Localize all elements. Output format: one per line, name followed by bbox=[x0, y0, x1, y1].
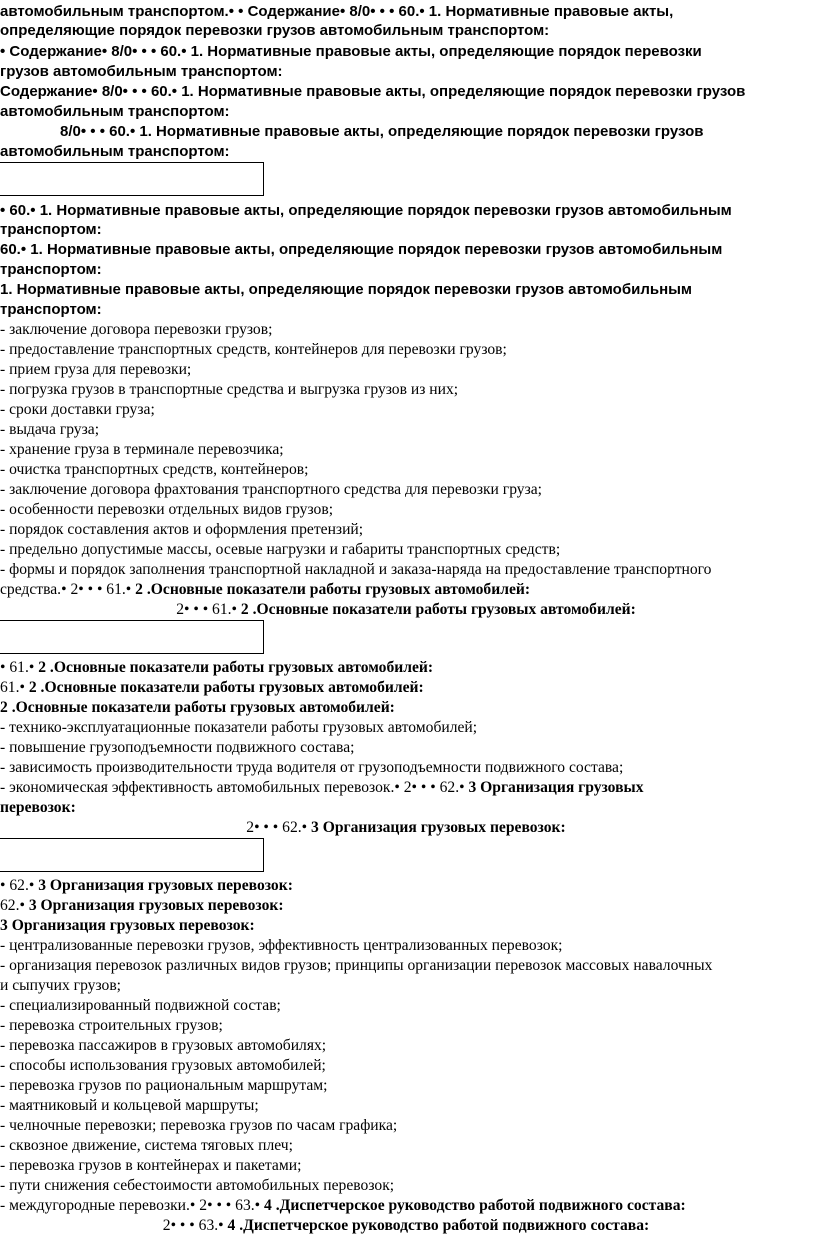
list-item: - перевозка пассажиров в грузовых автомобилях; bbox=[0, 1037, 327, 1054]
section2-heading-1-text: 2 .Основные показатели работы грузовых автомобилей: bbox=[38, 659, 434, 676]
list-item: - перевозка грузов по рациональным маршрутам; bbox=[0, 1077, 328, 1094]
list-item: - сквозное движение, система тяговых плеч; bbox=[0, 1137, 293, 1154]
section2-title-inline: 2 .Основные показатели работы грузовых автомобилей: bbox=[135, 581, 531, 598]
section2-tail-text: - экономическая эффективность автомобильных перевозок.• 2• • • 62.• bbox=[0, 779, 469, 796]
list-item: и сыпучих грузов; bbox=[0, 977, 122, 994]
list-item: - особенности перевозки отдельных видов грузов; bbox=[0, 501, 334, 518]
list-item: - повышение грузоподъемности подвижного состава; bbox=[0, 739, 355, 756]
list-item: - зависимость производительности труда водителя от грузоподъемности подвижного состава; bbox=[0, 759, 624, 776]
section3-heading-1-prefix: • 62.• bbox=[0, 877, 39, 894]
list-item: - хранение груза в терминале перевозчика; bbox=[0, 441, 284, 458]
section1-heading-4: транспортом: bbox=[0, 261, 102, 278]
section3-heading-2-text: 3 Организация грузовых перевозок: bbox=[28, 897, 284, 914]
section2-heading-3: 2 .Основные показатели работы грузовых автомобилей: bbox=[0, 699, 395, 716]
list-item: - технико-эксплуатационные показатели работы грузовых автомобилей; bbox=[0, 719, 478, 736]
header-line-6: автомобильным транспортом: bbox=[0, 103, 230, 120]
list-item: - пути снижения себестоимости автомобильных перевозок; bbox=[0, 1177, 395, 1194]
list-item: - перевозка строительных грузов; bbox=[0, 1017, 223, 1034]
section3-heading-1-text: 3 Организация грузовых перевозок: bbox=[38, 877, 293, 894]
section3-title-inline-cont: перевозок: bbox=[0, 799, 76, 816]
section3-heading-2-prefix: 62.• bbox=[0, 897, 29, 914]
list-item: - очистка транспортных средств, контейнеров; bbox=[0, 461, 309, 478]
section3-heading-2 bbox=[0, 896, 812, 916]
header-line-7: 8/0• • • 60.• 1. Нормативные правовые акты, определяющие порядок перевозки грузов bbox=[60, 123, 704, 140]
list-item: - порядок составления актов и оформления претензий; bbox=[0, 521, 364, 538]
section2-heading-1 bbox=[0, 658, 812, 678]
list-item: - погрузка грузов в транспортные средства и выгрузка грузов из них; bbox=[0, 381, 459, 398]
section3-title-centered bbox=[0, 818, 812, 838]
section2-title-centered-prefix: 2• • • 61.• bbox=[176, 601, 241, 618]
section4-title-centered-text: 4 .Диспетчерское руководство работой подвижного состава: bbox=[227, 1217, 650, 1234]
list-item: - предельно допустимые массы, осевые нагрузки и габариты транспортных средств; bbox=[0, 541, 561, 558]
list-item: - специализированный подвижной состав; bbox=[0, 997, 281, 1014]
section3-heading-3: 3 Организация грузовых перевозок: bbox=[0, 917, 255, 934]
section1-heading-5: 1. Нормативные правовые акты, определяющие порядок перевозки грузов автомобильным bbox=[0, 281, 693, 298]
section2-heading-2 bbox=[0, 678, 812, 698]
list-item: - выдача груза; bbox=[0, 421, 100, 438]
list-item: - предоставление транспортных средств, контейнеров для перевозки грузов; bbox=[0, 341, 507, 358]
section3-title-centered-prefix: 2• • • 62.• bbox=[246, 819, 312, 836]
section1-heading-2: транспортом: bbox=[0, 221, 102, 238]
section4-title-inline: 4 .Диспетчерское руководство работой подвижного состава: bbox=[264, 1197, 686, 1214]
section2-heading-1-prefix: • 61.• bbox=[0, 659, 39, 676]
empty-frame bbox=[0, 162, 264, 196]
list-item: - перевозка грузов в контейнерах и пакетами; bbox=[0, 1157, 302, 1174]
section3-tail-text: - междугородные перевозки.• 2• • • 63.• bbox=[0, 1197, 265, 1214]
list-item: - челночные перевозки; перевозка грузов по часам графика; bbox=[0, 1117, 398, 1134]
header-line-2: определяющие порядок перевозки грузов автомобильным транспортом: bbox=[0, 22, 550, 39]
section3-heading-1 bbox=[0, 876, 812, 896]
list-item: - формы и порядок заполнения транспортной накладной и заказа-наряда на предоставление транспортного bbox=[0, 561, 712, 578]
section3-title-inline: 3 Организация грузовых bbox=[468, 779, 644, 796]
section3-title-centered-text: 3 Организация грузовых перевозок: bbox=[311, 819, 566, 836]
list-item: - организация перевозок различных видов грузов; принципы организации перевозок массовых навалочных bbox=[0, 957, 713, 974]
list-item: - заключение договора перевозки грузов; bbox=[0, 321, 273, 338]
section2-title-centered-text: 2 .Основные показатели работы грузовых автомобилей: bbox=[240, 601, 636, 618]
empty-frame bbox=[0, 838, 264, 872]
section1-heading-1: • 60.• 1. Нормативные правовые акты, определяющие порядок перевозки грузов автомобильным bbox=[0, 202, 732, 219]
header-line-8: автомобильным транспортом: bbox=[0, 143, 230, 160]
section1-heading-6: транспортом: bbox=[0, 301, 102, 318]
list-item: - заключение договора фрахтования транспортного средства для перевозки груза; bbox=[0, 481, 543, 498]
list-item: - маятниковый и кольцевой маршруты; bbox=[0, 1097, 259, 1114]
header-line-4: грузов автомобильным транспортом: bbox=[0, 63, 283, 80]
section1-heading-3: 60.• 1. Нормативные правовые акты, определяющие порядок перевозки грузов автомобильным bbox=[0, 241, 723, 258]
section4-title-centered bbox=[0, 1216, 812, 1236]
list-item: - централизованные перевозки грузов, эффективность централизованных перевозок; bbox=[0, 937, 563, 954]
header-line-3: • Содержание• 8/0• • • 60.• 1. Нормативные правовые акты, определяющие порядок перевозки bbox=[0, 43, 702, 60]
section3-tail bbox=[0, 1196, 812, 1216]
list-item: - способы использования грузовых автомобилей; bbox=[0, 1057, 326, 1074]
list-item: - сроки доставки груза; bbox=[0, 401, 155, 418]
section1-tail bbox=[0, 580, 812, 600]
empty-frame bbox=[0, 620, 264, 654]
list-item: - прием груза для перевозки; bbox=[0, 361, 192, 378]
section1-tail-text: средства.• 2• • • 61.• bbox=[0, 581, 136, 598]
section2-title-centered bbox=[0, 600, 812, 620]
section4-title-centered-prefix: 2• • • 63.• bbox=[162, 1217, 228, 1234]
header-line-1: автомобильным транспортом.• • Содержание• 8/0• • • 60.• 1. Нормативные правовые акты, bbox=[0, 3, 674, 20]
section2-heading-2-text: 2 .Основные показатели работы грузовых автомобилей: bbox=[28, 679, 424, 696]
section2-tail bbox=[0, 778, 812, 798]
header-line-5: Содержание• 8/0• • • 60.• 1. Нормативные правовые акты, определяющие порядок перевозки грузов bbox=[0, 83, 746, 100]
section2-heading-2-prefix: 61.• bbox=[0, 679, 29, 696]
